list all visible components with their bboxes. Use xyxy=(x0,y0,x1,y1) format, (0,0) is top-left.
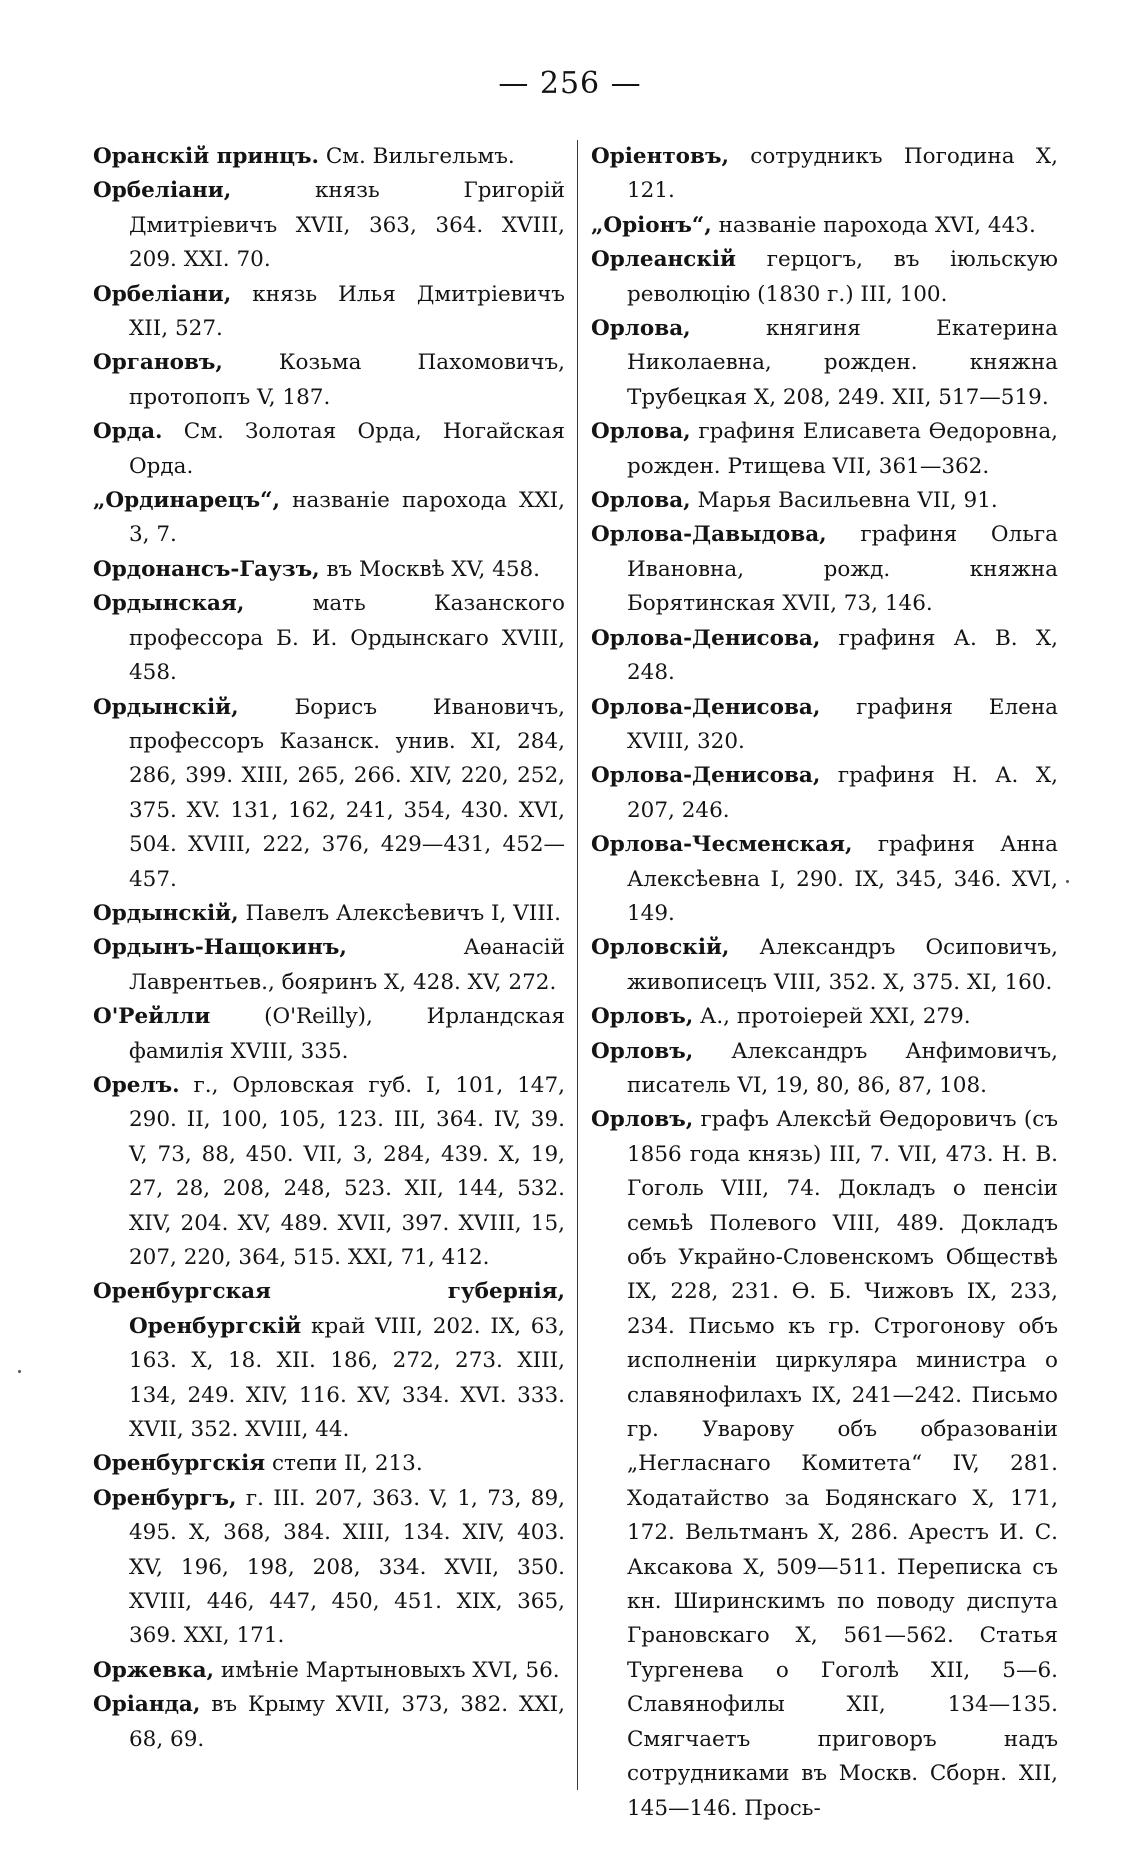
entry-references: князь Илья Дмитріевичъ XII, 527. xyxy=(129,281,565,342)
entry-references: Аѳанасій Лаврентьев., бояринъ X, 428. XV, 272. xyxy=(129,935,565,995)
entry-heading: Оренбургская губернія, Оренбургскій xyxy=(93,1279,565,1339)
entry-heading: О'Рейлли xyxy=(93,1004,211,1030)
index-entry xyxy=(591,691,1058,760)
index-entry xyxy=(591,1000,1058,1034)
speck-mark xyxy=(1066,880,1069,883)
index-entry xyxy=(591,1035,1058,1104)
entry-heading: Ордонансъ-Гаузъ, xyxy=(93,556,320,582)
entry-heading: Орлеанскій xyxy=(591,247,736,273)
index-entry xyxy=(591,622,1058,691)
left-column xyxy=(93,140,565,1757)
index-entry xyxy=(93,1482,565,1654)
entry-heading: Орлова, xyxy=(591,488,691,514)
entry-references: (O'Reilly), Ирландская фамилія XVIII, 335. xyxy=(129,1004,565,1064)
index-entry xyxy=(591,243,1058,312)
index-entry xyxy=(591,931,1058,1000)
entry-references: графиня А. В. X, 248. xyxy=(627,625,1058,686)
index-entry xyxy=(591,312,1058,415)
entry-references: Павелъ Алексѣевичъ I, VIII. xyxy=(245,900,562,926)
index-entry xyxy=(591,484,1058,518)
index-entry xyxy=(93,1654,565,1688)
entry-references: г. III. 207, 363. V, 1, 73, 89, 495. X, 368, 384. XIII, 134. XIV, 403. XV, 196, 198, 208, 334. XVII, 350. XVIII, 446, 447, 450, 451. XIX, 365, 369. XXI, 171. xyxy=(129,1485,565,1649)
entry-references: герцогъ, въ іюльскую революцію (1830 г.) III, 100. xyxy=(627,247,1058,307)
entry-references: графиня Н. А. X, 207, 246. xyxy=(627,763,1058,823)
entry-heading: Орловъ, xyxy=(591,1038,694,1064)
index-entry xyxy=(93,1000,565,1069)
entry-references: край VIII, 202. IX, 63, 163. X, 18. XII. 186, 272, 273. XIII, 134, 249. XIV, 116. XV, 334. XVI. 333. XVII, 352. XVIII, 44. xyxy=(129,1313,565,1443)
index-entry xyxy=(93,1447,565,1481)
right-column xyxy=(591,140,1058,1826)
entry-references: графиня Ольга Ивановна, рожд. княжна Борятинская XVII, 73, 146. xyxy=(627,522,1058,617)
entry-heading: Орлова-Денисова, xyxy=(591,763,821,789)
entry-heading: „Оріонъ“, xyxy=(591,212,712,238)
entry-references: См. Вильгельмъ. xyxy=(325,144,515,169)
entry-heading: Орлова, xyxy=(591,419,691,445)
entry-heading: Орлова-Денисова, xyxy=(591,694,821,720)
column-divider xyxy=(577,140,578,1790)
speck-mark xyxy=(18,1370,21,1373)
index-entry xyxy=(93,278,565,347)
entry-heading: Оренбургскія xyxy=(93,1451,266,1477)
entry-references: графиня Елисавета Ѳедоровна, рожден. Ртищева VII, 361—362. xyxy=(627,419,1058,479)
index-entry xyxy=(591,140,1058,209)
entry-heading: Ордынская, xyxy=(93,591,245,617)
index-entry xyxy=(591,415,1058,484)
entry-heading: Оранскій принцъ. xyxy=(93,144,319,169)
entry-heading: Ордынъ-Нащокинъ, xyxy=(93,935,347,961)
index-entry xyxy=(93,553,565,587)
entry-heading: Орбеліани, xyxy=(93,178,232,204)
entry-heading: Орловскій, xyxy=(591,935,730,961)
index-entry xyxy=(93,931,565,1000)
entry-heading: Орлова-Давыдова, xyxy=(591,522,827,548)
entry-heading: Оріентовъ, xyxy=(591,144,729,169)
entry-heading: Оржевка, xyxy=(93,1657,215,1683)
index-entry xyxy=(93,691,565,897)
entry-references: мать Казанского профессора Б. И. Ордынскаго XVIII, 458. xyxy=(129,591,565,686)
entry-references: графиня Анна Алексѣевна I, 290. IX, 345, 346. XVI, 149. xyxy=(627,832,1058,926)
entry-references: князь Григорій Дмитріевичъ XVII, 363, 364. XVIII, 209. XXI. 70. xyxy=(129,178,565,273)
entry-references: въ Крыму XVII, 373, 382. XXI, 68, 69. xyxy=(129,1692,565,1752)
page-number: — 256 — xyxy=(498,66,642,101)
entry-heading: Органовъ, xyxy=(93,350,223,376)
entry-heading: Орда. xyxy=(93,419,163,445)
entry-heading: „Ординарецъ“, xyxy=(93,488,281,514)
index-entry xyxy=(93,587,565,690)
entry-heading: Орловъ, xyxy=(591,1004,694,1030)
entry-references: имѣніе Мартыновыхъ XVI, 56. xyxy=(220,1657,560,1683)
entry-references: графъ Алексѣй Ѳедоровичъ (съ 1856 года князь) III, 7. VII, 473. Н. В. Гоголь VIII, 74. Докладъ о пенсіи семьѣ Полевого VIII, 489. Докладъ объ Украйно-Словенскомъ Обществѣ IX, 228, 231. Ѳ. Б. Чижовъ IX, 233, 234. Письмо къ гр. Строгонову объ исполненіи циркуляра министра о славянофилахъ IX, 241—242. Письмо гр. Уварову объ образованіи „Негласнаго Комитета“ IV, 281. Ходатайство за Бодянскаго X, 171, 172. Вельтманъ X, 286. Арестъ И. С. Аксакова X, 509—511. Переписка съ кн. Ширинскимъ по поводу диспута Грановскаго X, 561—562. Статья Тургенева о Гоголѣ XII, 5—6. Славянофилы XII, 134—135. Смягчаетъ приговоръ надъ сотрудниками въ Москв. Сборн. XII, 145—146. Прось- xyxy=(627,1107,1058,1821)
entry-references: Марья Васильевна VII, 91. xyxy=(697,488,998,514)
entry-heading: Орлова, xyxy=(591,316,691,342)
index-entry xyxy=(93,897,565,931)
entry-references: княгиня Екатерина Николаевна, рожден. княжна Трубецкая X, 208, 249. XII, 517—519. xyxy=(627,316,1058,410)
entry-heading: Оренбургъ, xyxy=(93,1485,237,1511)
index-entry xyxy=(591,518,1058,621)
entry-heading: Орбеліани, xyxy=(93,281,232,307)
entry-references: степи II, 213. xyxy=(272,1451,423,1477)
entry-references: въ Москвѣ XV, 458. xyxy=(326,556,541,582)
index-entry xyxy=(93,1688,565,1757)
entry-references: См. Золотая Орда, Ногайская Орда. xyxy=(129,419,565,479)
index-entry xyxy=(93,1275,565,1447)
index-entry xyxy=(93,1069,565,1275)
entry-references: Александръ Осиповичъ, живописецъ VIII, 352. X, 375. XI, 160. xyxy=(627,935,1058,995)
index-entry xyxy=(93,484,565,553)
entry-references: названіе парохода XXI, 3, 7. xyxy=(129,488,565,548)
entry-references: А., протоіерей XXI, 279. xyxy=(700,1004,971,1030)
index-entry xyxy=(93,140,565,174)
index-entry xyxy=(591,209,1058,243)
entry-references: сотрудникъ Погодина X, 121. xyxy=(627,144,1059,204)
entry-references: г., Орловская губ. I, 101, 147, 290. II, 100, 105, 123. III, 364. IV, 39. V, 73, 88, 450. VII, 3, 284, 439. X, 19, 27, 28, 208, 248, 523. XII, 144, 532. XIV, 204. XV, 489. XVII, 397. XVIII, 15, 207, 220, 364, 515. XXI, 71, 412. xyxy=(129,1072,565,1270)
entry-references: графиня Елена XVIII, 320. xyxy=(627,694,1058,754)
index-entry xyxy=(591,828,1058,931)
entry-heading: Оріанда, xyxy=(93,1692,201,1718)
index-entry xyxy=(591,1103,1058,1826)
entry-heading: Орлова-Денисова, xyxy=(591,625,821,651)
entry-heading: Орловъ, xyxy=(591,1107,694,1133)
entry-heading: Орелъ. xyxy=(93,1072,180,1098)
entry-references: Козьма Пахомовичъ, протопопъ V, 187. xyxy=(129,350,565,410)
entry-references: Борисъ Ивановичъ, профессоръ Казанск. унив. XI, 284, 286, 399. XIII, 265, 266. XIV, 220, 252, 375. XV. 131, 162, 241, 354, 430. XVI, 504. XVIII, 222, 376, 429—431, 452—457. xyxy=(129,694,565,892)
entry-references: названіе парохода XVI, 443. xyxy=(718,212,1036,238)
entry-references: Александръ Анфимовичъ, писатель VI, 19, 80, 86, 87, 108. xyxy=(627,1038,1058,1098)
index-entry xyxy=(93,415,565,484)
index-entry xyxy=(93,174,565,277)
entry-heading: Ордынскій, xyxy=(93,694,239,720)
entry-heading: Орлова-Чесменская, xyxy=(591,832,853,858)
entry-heading: Ордынскій, xyxy=(93,900,239,926)
index-entry xyxy=(93,346,565,415)
index-entry xyxy=(591,759,1058,828)
